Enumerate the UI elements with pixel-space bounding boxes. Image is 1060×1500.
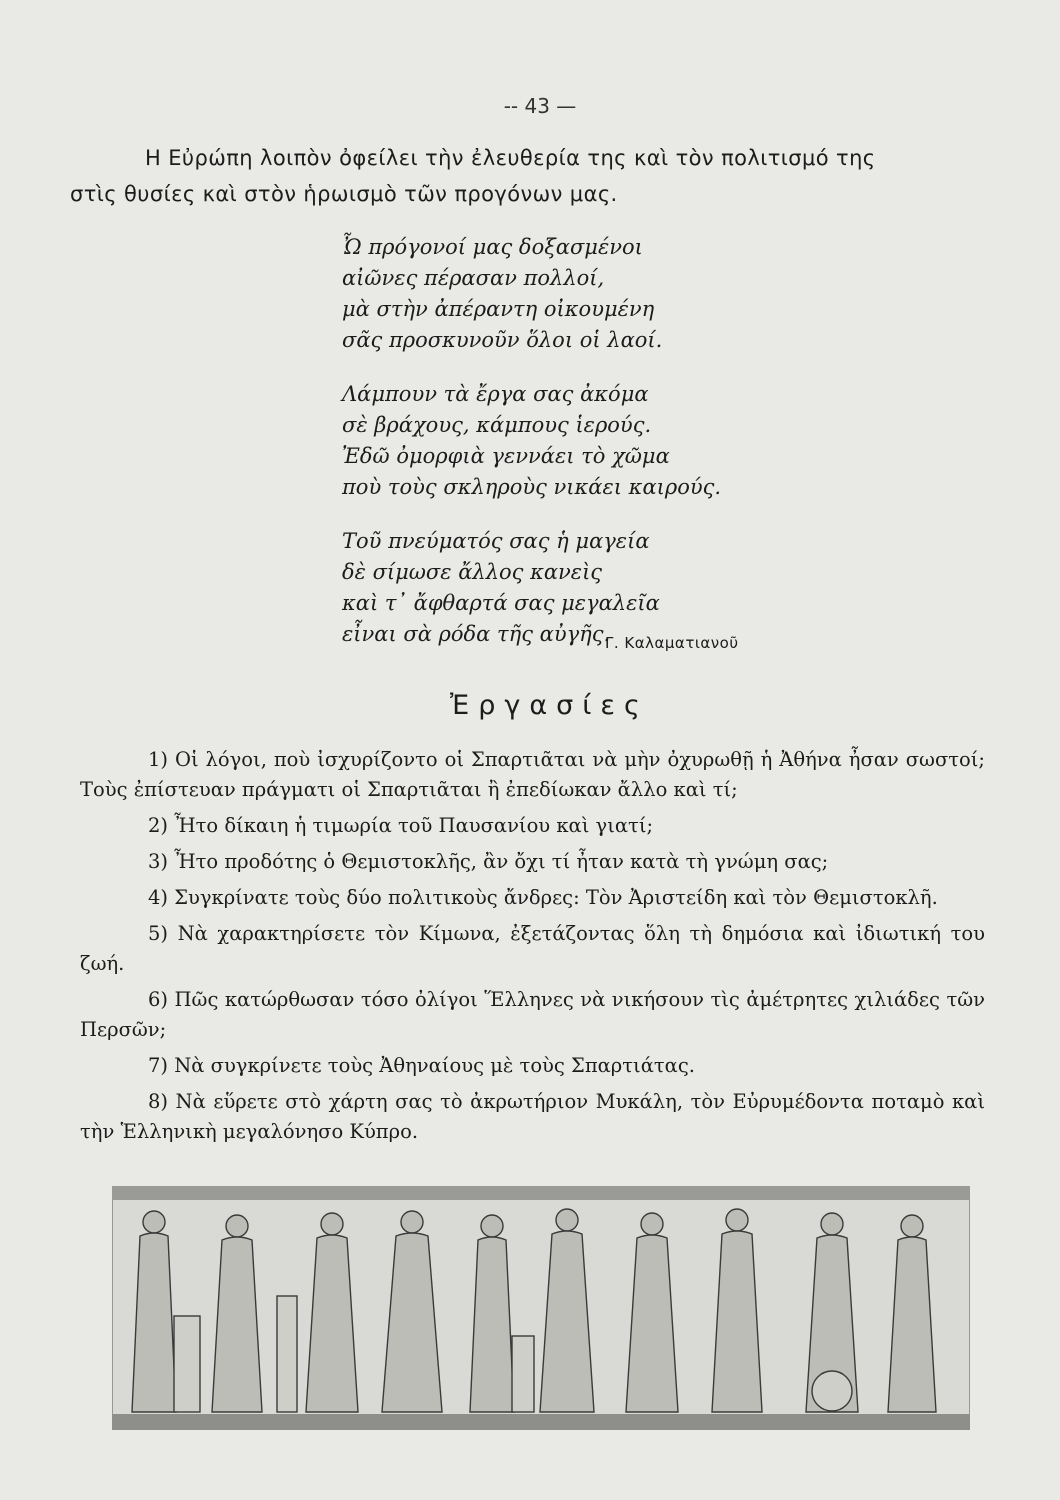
exercise-item: 1) Οἱ λόγοι, ποὺ ἰσχυρίζοντο οἱ Σπαρτιᾶται νὰ μὴν ὀχυρωθῇ ἡ Ἀθήνα ἦσαν σωστοί; Τοὺς ἐπίστευαν πράγματι οἱ Σπαρτιᾶται ἢ ἐπεδίωκαν ἄλλο καὶ τί;	[80, 748, 985, 801]
poem-verse: ποὺ τοὺς σκληροὺς νικάει καιρούς.	[342, 475, 722, 499]
exercise-list	[80, 745, 985, 1153]
poem-verse: σᾶς προσκυνοῦν ὅλοι οἱ λαοί.	[342, 328, 663, 352]
exercise-item: 3) Ἦτο προδότης ὁ Θεμιστοκλῆς, ἂν ὄχι τί ἦταν κατὰ τὴ γνώμη σας;	[148, 850, 829, 873]
poem-verse: Ὦ πρόγονοί μας δοξασμένοι	[342, 235, 643, 259]
poem-verse: εἶναι σὰ ρόδα τῆς αὐγῆς.	[342, 622, 611, 646]
intro-line: Η Εὐρώπη λοιπὸν ὀφείλει τὴν ἐλευθερία της καὶ τὸν πολιτισμό της	[145, 146, 876, 170]
poem-stanza	[342, 232, 721, 356]
poem-verse: δὲ σίμωσε ἄλλος κανεὶς	[342, 560, 603, 584]
poem-verse: Ἐδῶ ὀμορφιὰ γεννάει τὸ χῶμα	[342, 444, 670, 468]
poem-verse: Λάμπουν τὰ ἔργα σας ἀκόμα	[342, 382, 649, 406]
exercise-item: 7) Νὰ συγκρίνετε τοὺς Ἀθηναίους μὲ τοὺς Σπαρτιάτας.	[148, 1054, 695, 1077]
poem-verse: καὶ τ᾿ ἄφθαρτά σας μεγαλεῖα	[342, 591, 660, 615]
intro-paragraph	[70, 140, 985, 212]
poem-verse: σὲ βράχους, κάμπους ἱερούς.	[342, 413, 652, 437]
poem-verse: Τοῦ πνεύματός σας ἡ μαγεία	[342, 529, 650, 553]
exercise-item: 2) Ἦτο δίκαιη ἡ τιμωρία τοῦ Παυσανίου καὶ γιατί;	[148, 814, 654, 837]
poem-verse: αἰῶνες πέρασαν πολλοί,	[342, 266, 605, 290]
muses-relief-illustration	[112, 1186, 970, 1430]
poem-stanza	[342, 526, 721, 650]
exercise-item: 4) Συγκρίνατε τοὺς δύο πολιτικοὺς ἄνδρες: Τὸν Ἀριστείδη καὶ τὸν Θεμιστοκλῆ.	[148, 886, 938, 909]
exercise-item: 6) Πῶς κατώρθωσαν τόσο ὀλίγοι Ἕλληνες νὰ νικήσουν τὶς ἀμέτρητες χιλιάδες τῶν Περσῶν;	[80, 988, 985, 1041]
page-number: -- 43 —	[503, 94, 577, 118]
poem-verse: μὰ στὴν ἀπέραντη οἰκουμένη	[342, 297, 655, 321]
intro-line: στὶς θυσίες καὶ στὸν ἡρωισμὸ τῶν προγόνων μας.	[70, 182, 618, 206]
poem-author: Γ. Καλαματιανοῦ	[605, 634, 739, 652]
poem-stanza	[342, 379, 721, 503]
poem	[342, 232, 721, 673]
section-heading: Ἐργασίες	[450, 690, 649, 721]
exercise-item: 8) Νὰ εὕρετε στὸ χάρτη σας τὸ ἀκρωτήριον Μυκάλη, τὸν Εὐρυμέδοντα ποταμὸ καὶ τὴν Ἑλληνικὴ μεγαλόνησο Κύπρο.	[80, 1090, 985, 1143]
exercise-item: 5) Νὰ χαρακτηρίσετε τὸν Κίμωνα, ἐξετάζοντας ὅλη τὴ δημόσια καὶ ἰδιωτική του ζωή.	[80, 922, 985, 975]
